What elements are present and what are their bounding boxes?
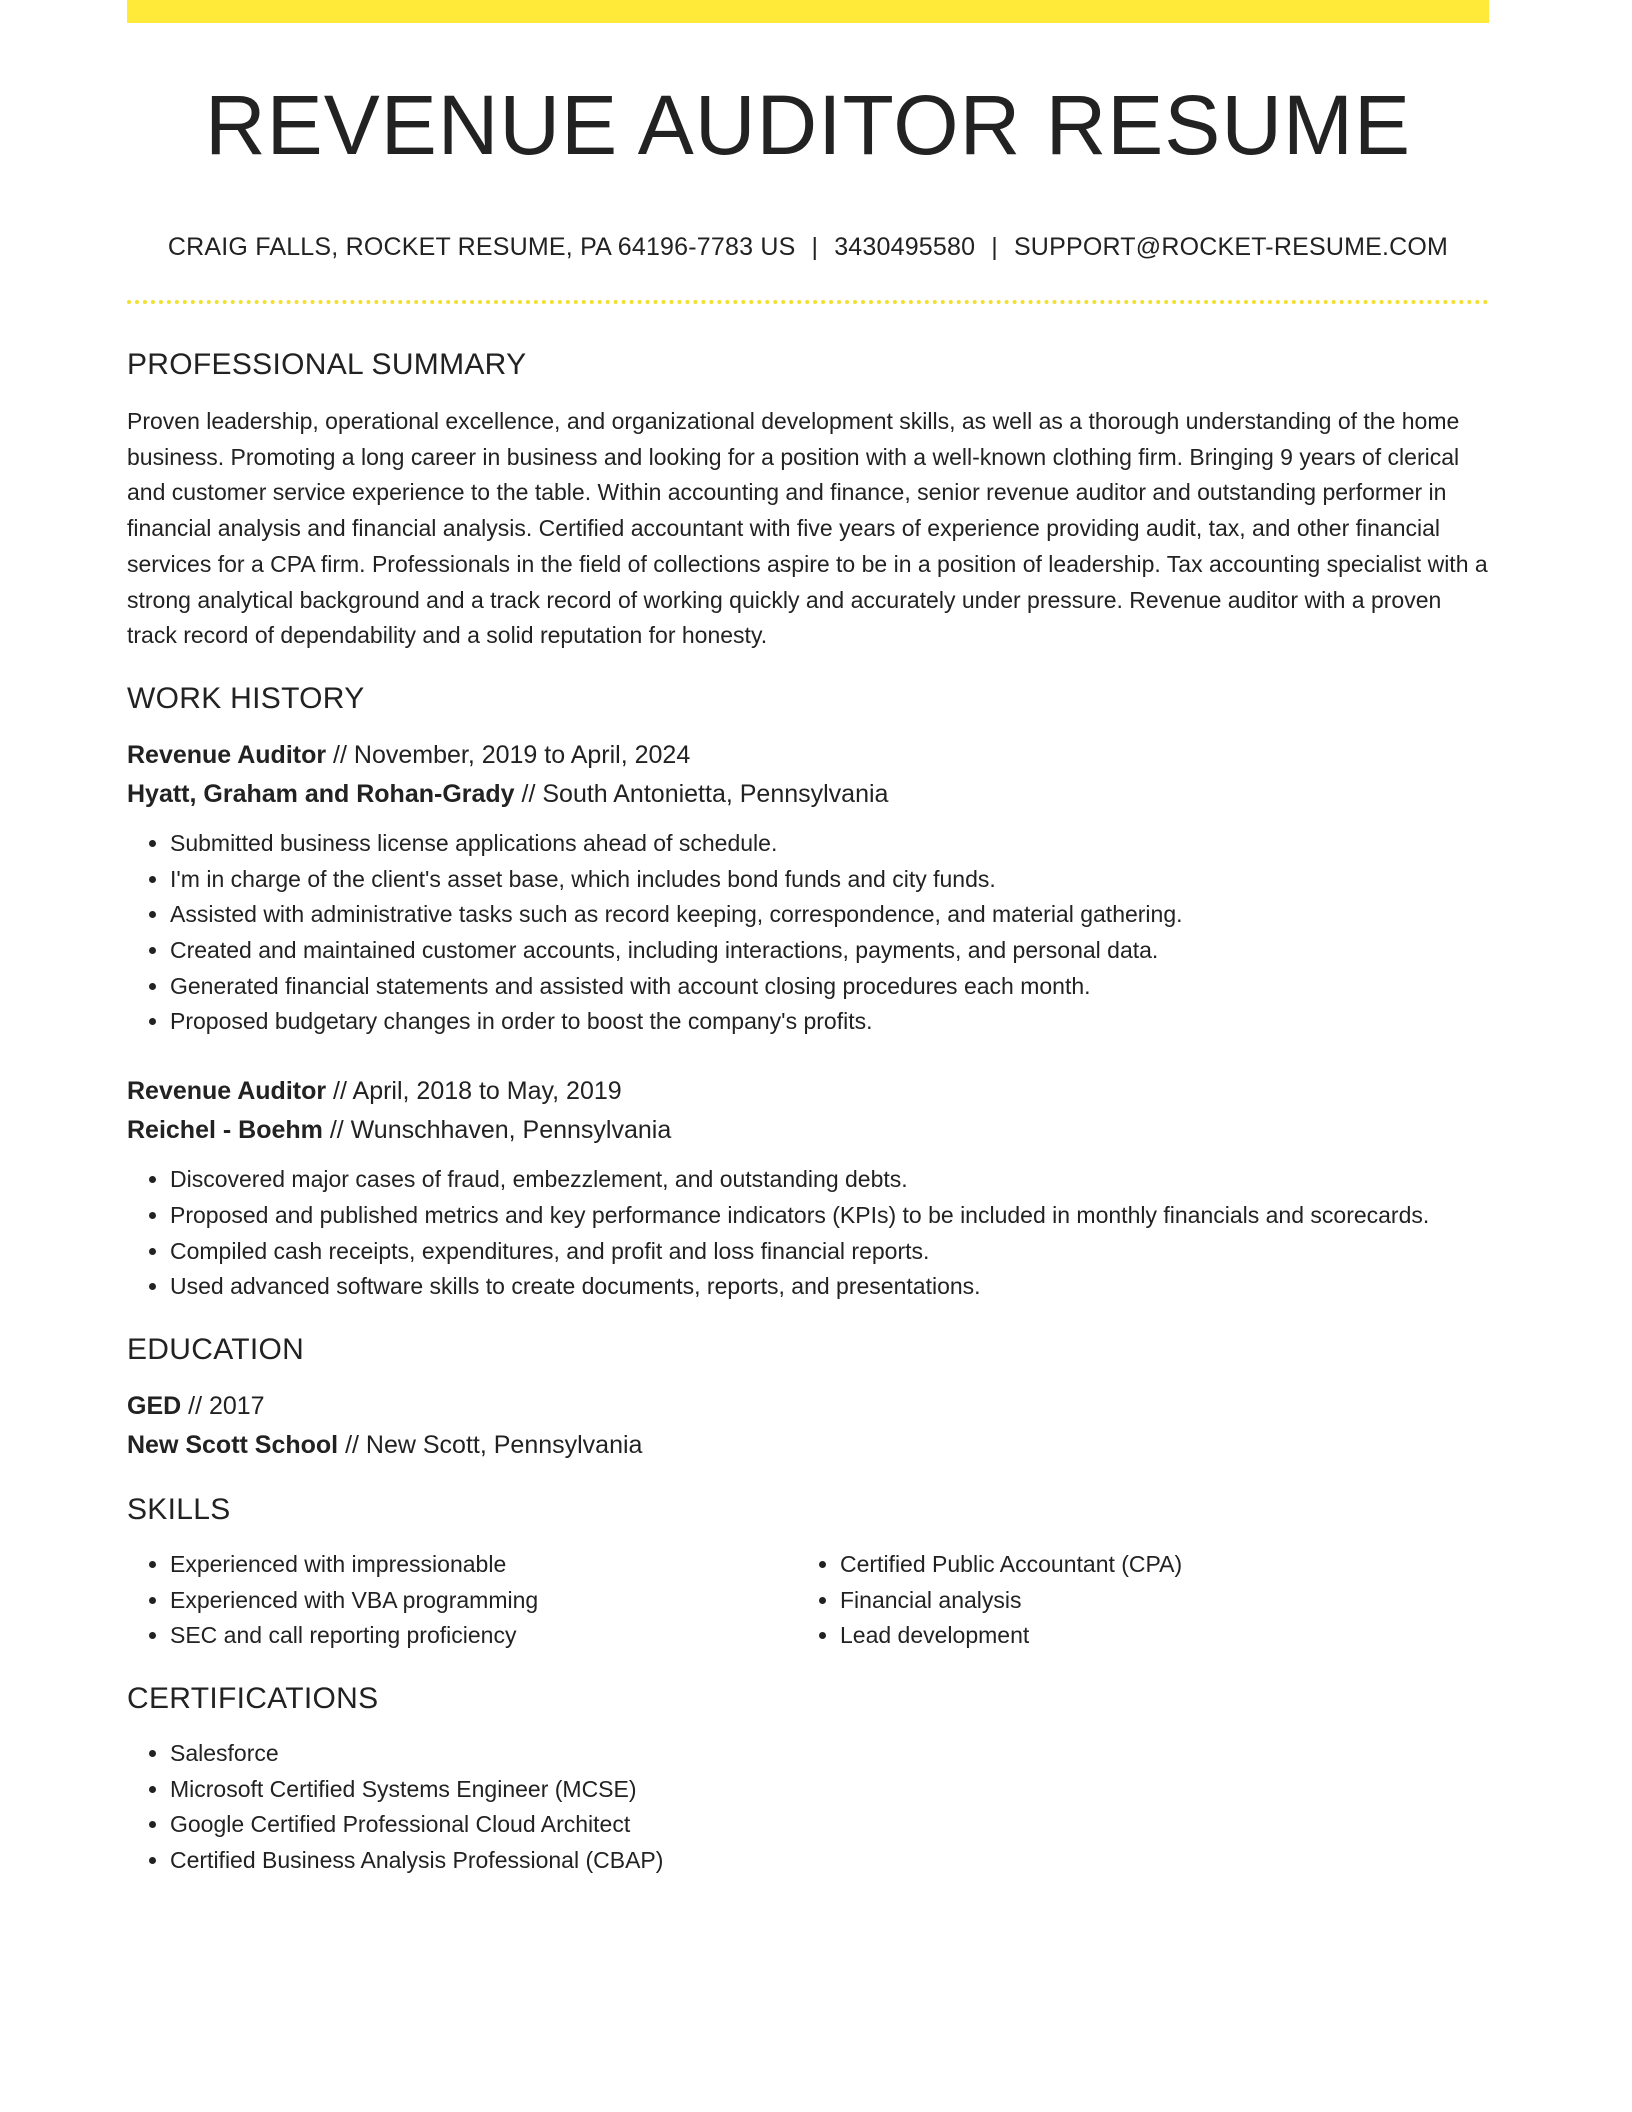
list-item: • Google Certified Professional Cloud Architect: [170, 1807, 1489, 1843]
education-entry: [127, 1387, 1489, 1465]
job-company: Reichel - Boehm: [127, 1116, 323, 1145]
resume-page: [127, 0, 1489, 1879]
list-item: • Proposed budgetary changes in order to boost the company's profits.: [170, 1004, 1489, 1040]
job-title-line: [127, 736, 1489, 775]
work-history-section: [127, 682, 1489, 1305]
degree: GED: [127, 1391, 182, 1420]
certifications-heading: CERTIFICATIONS: [127, 1682, 379, 1716]
list-item: • Certified Business Analysis Professional (CBAP): [170, 1843, 1489, 1879]
skills-grid: [127, 1547, 1489, 1654]
job-title: Revenue Auditor: [127, 740, 327, 769]
skills-section: [127, 1493, 1489, 1654]
school-name: New Scott School: [127, 1430, 339, 1459]
job-entry: [127, 736, 1489, 1040]
skills-list-left: [127, 1547, 797, 1654]
list-item: • Experienced with impressionable: [170, 1547, 797, 1583]
job-title-line: [127, 1072, 1489, 1111]
page-title: REVENUE AUDITOR RESUME: [205, 78, 1411, 172]
header-divider: [127, 300, 1489, 304]
school-line: [127, 1426, 1489, 1465]
job-dates: // April, 2018 to May, 2019: [326, 1077, 622, 1106]
contact-address: CRAIG FALLS, ROCKET RESUME, PA 64196-7783 US: [167, 233, 796, 261]
job-company: Hyatt, Graham and Rohan-Grady: [127, 779, 515, 808]
degree-year: // 2017: [181, 1391, 265, 1420]
contact-line: [127, 233, 1489, 262]
list-item: • Discovered major cases of fraud, embezzlement, and outstanding debts.: [170, 1162, 1489, 1198]
job-company-line: [127, 1111, 1489, 1150]
contact-phone: 3430495580: [834, 233, 976, 261]
list-item: • Microsoft Certified Systems Engineer (MCSE): [170, 1772, 1489, 1808]
contact-separator: |: [811, 233, 819, 261]
job-bullets: [127, 1162, 1489, 1305]
list-item: • Experienced with VBA programming: [170, 1583, 797, 1619]
list-item: • Financial analysis: [840, 1583, 1467, 1619]
list-item: • Submitted business license applications ahead of schedule.: [170, 826, 1489, 862]
list-item: • Generated financial statements and assisted with account closing procedures each month.: [170, 969, 1489, 1005]
job-bullets: [127, 826, 1489, 1040]
list-item: • Used advanced software skills to create documents, reports, and presentations.: [170, 1269, 1489, 1305]
job-location: // South Antonietta, Pennsylvania: [514, 779, 889, 808]
list-item: • Created and maintained customer accounts, including interactions, payments, and personal data.: [170, 933, 1489, 969]
summary-text: Proven leadership, operational excellence, and organizational development skills, as well as a thorough understanding of the home business. Promoting a long career in business and looking for a position with a well-known clothing firm. Bringing 9 years of clerical and customer service experience to the table. Within accounting and finance, senior revenue auditor and outstanding performer in financial analysis and financial analysis. Certified accountant with five years of experience providing audit, tax, and other financial services for a CPA firm. Professionals in the field of collections aspire to be in a position of leadership. Tax accounting specialist with a strong analytical background and a track record of working quickly and accurately under pressure. Revenue auditor with a proven track record of dependability and a solid reputation for honesty.: [127, 408, 1488, 649]
list-item: • I'm in charge of the client's asset base, which includes bond funds and city funds.: [170, 862, 1489, 898]
skills-heading: SKILLS: [127, 1492, 231, 1526]
accent-bar: [127, 0, 1489, 23]
list-item: • Salesforce: [170, 1736, 1489, 1772]
list-item: • Compiled cash receipts, expenditures, and profit and loss financial reports.: [170, 1234, 1489, 1270]
list-item: • Lead development: [840, 1618, 1467, 1654]
job-company-line: [127, 775, 1489, 814]
education-heading: EDUCATION: [127, 1332, 305, 1366]
work-history-heading: WORK HISTORY: [127, 681, 365, 715]
list-item: • Assisted with administrative tasks such as record keeping, correspondence, and material gathering.: [170, 897, 1489, 933]
job-dates: // November, 2019 to April, 2024: [326, 740, 691, 769]
list-item: • Certified Public Accountant (CPA): [840, 1547, 1467, 1583]
job-entry: [127, 1072, 1489, 1305]
list-item: • SEC and call reporting proficiency: [170, 1618, 797, 1654]
contact-email: SUPPORT@ROCKET-RESUME.COM: [1013, 233, 1449, 261]
job-title: Revenue Auditor: [127, 1077, 327, 1106]
contact-separator: |: [991, 233, 998, 261]
certifications-section: [127, 1682, 1489, 1879]
list-item: • Proposed and published metrics and key performance indicators (KPIs) to be included in monthly financials and scorecards.: [170, 1198, 1489, 1234]
job-location: // Wunschhaven, Pennsylvania: [322, 1116, 672, 1145]
certifications-list: [127, 1736, 1489, 1879]
education-section: [127, 1333, 1489, 1465]
degree-line: [127, 1387, 1489, 1426]
school-location: // New Scott, Pennsylvania: [338, 1430, 643, 1459]
skills-list-right: [797, 1547, 1467, 1654]
summary-heading: PROFESSIONAL SUMMARY: [127, 348, 527, 381]
